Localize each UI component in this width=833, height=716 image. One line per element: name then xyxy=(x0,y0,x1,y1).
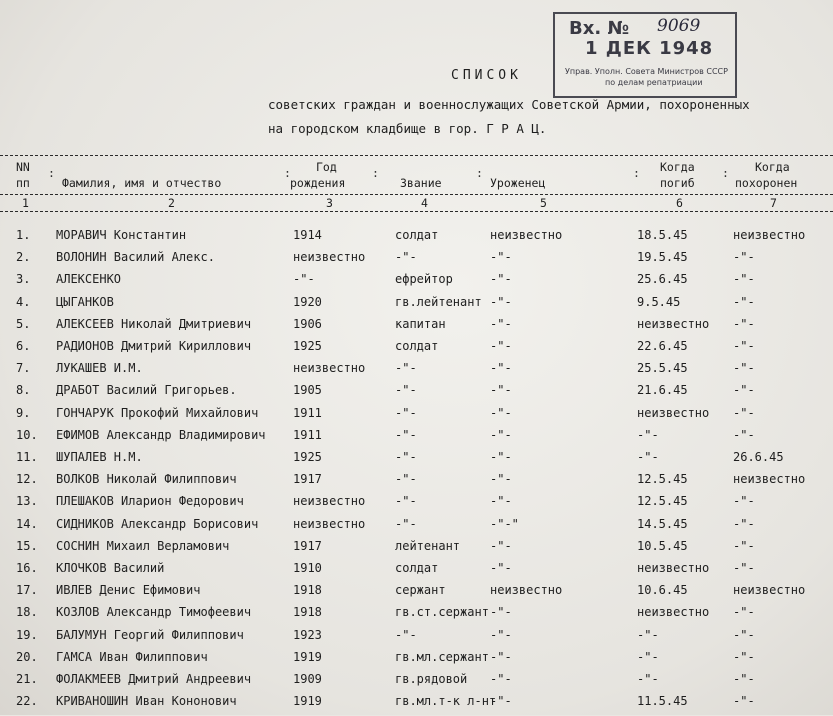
cell-rank: гв.мл.т-к л-нт xyxy=(395,694,497,709)
cell-died: 25.5.45 xyxy=(637,361,688,376)
cell-buried: -"- xyxy=(733,405,755,420)
cell-buried: 26.6.45 xyxy=(733,450,784,464)
cell-number: 21. xyxy=(16,672,38,686)
cell-birth-year: 1923 xyxy=(293,627,322,642)
cell-name: ШУПАЛЕВ Н.М. xyxy=(56,450,143,464)
cell-number: 3. xyxy=(16,272,31,287)
cell-died: -"- xyxy=(637,427,659,442)
table-row xyxy=(0,628,833,650)
cell-origin: -"- xyxy=(490,450,512,464)
cell-rank: капитан xyxy=(395,316,446,331)
cell-died: 19.5.45 xyxy=(637,250,688,265)
cell-number: 18. xyxy=(16,605,38,620)
header-year-line2: рождения xyxy=(290,176,346,190)
column-number: 5 xyxy=(540,196,547,210)
cell-origin: -"- xyxy=(490,561,512,575)
column-number: 2 xyxy=(168,196,175,210)
cell-origin: -"- xyxy=(490,694,512,709)
header-rank: Звание xyxy=(400,176,442,190)
header-year-line1: Год xyxy=(316,160,337,174)
stamp-org-line2: по делам репатриации xyxy=(605,78,703,87)
cell-birth-year: 1917 xyxy=(293,472,322,487)
cell-name: ГОНЧАРУК Прокофий Михайлович xyxy=(56,405,259,420)
cell-rank: -"- xyxy=(395,494,417,509)
cell-origin: неизвестно xyxy=(490,228,563,242)
stamp-date: 1 ДЕК 1948 xyxy=(585,38,714,59)
cell-buried: -"- xyxy=(733,516,755,531)
cell-birth-year: 1919 xyxy=(293,649,322,664)
cell-name: КОЗЛОВ Александр Тимофеевич xyxy=(56,605,252,620)
cell-name: ГАМСА Иван Филиппович xyxy=(56,649,208,664)
cell-name: ВОЛОНИН Василий Алекс. xyxy=(56,250,215,265)
cell-origin: -"- xyxy=(490,294,512,309)
cell-origin: -"- xyxy=(490,472,512,487)
header-name: Фамилия, имя и отчество xyxy=(62,176,222,190)
cell-rank: солдат xyxy=(395,228,439,242)
cell-rank: ефрейтор xyxy=(395,272,453,287)
header-num-line2: пп xyxy=(16,176,30,190)
cell-birth-year: 1917 xyxy=(293,538,322,553)
table-row xyxy=(0,472,833,494)
table-row xyxy=(0,361,833,383)
header-separator: : xyxy=(722,166,729,180)
cell-died: 25.6.45 xyxy=(637,272,688,287)
header-separator: : xyxy=(476,166,483,180)
cell-rank: -"- xyxy=(395,427,417,442)
cell-name: СИДНИКОВ Александр Борисович xyxy=(56,516,259,531)
cell-origin: -"- xyxy=(490,427,512,442)
cell-died: 14.5.45 xyxy=(637,516,688,531)
cell-died: 21.6.45 xyxy=(637,383,688,398)
cell-origin: -"- xyxy=(490,605,512,620)
cell-origin: -"- xyxy=(490,672,512,686)
cell-buried: -"- xyxy=(733,316,755,331)
cell-name: КЛОЧКОВ Василий xyxy=(56,561,165,575)
cell-number: 8. xyxy=(16,383,31,398)
cell-buried: -"- xyxy=(733,627,755,642)
cell-buried: неизвестно xyxy=(733,228,806,242)
cell-rank: -"- xyxy=(395,250,417,265)
cell-birth-year: неизвестно xyxy=(293,516,366,531)
document-title: СПИСОК xyxy=(451,68,522,83)
cell-rank: сержант xyxy=(395,583,446,598)
table-row xyxy=(0,605,833,627)
cell-origin: -"- xyxy=(490,405,512,420)
cell-name: КРИВАНОШИН Иван Кононович xyxy=(56,694,237,709)
cell-birth-year: 1910 xyxy=(293,561,322,575)
cell-birth-year: 1925 xyxy=(293,450,322,464)
cell-rank: гв.рядовой xyxy=(395,672,468,686)
cell-birth-year: 1918 xyxy=(293,605,322,620)
cell-rank: солдат xyxy=(395,561,439,575)
header-rule xyxy=(0,194,833,195)
cell-died: 18.5.45 xyxy=(637,228,688,242)
cell-birth-year: 1911 xyxy=(293,405,322,420)
cell-name: ФОЛАКМЕЕВ Дмитрий Андреевич xyxy=(56,672,252,686)
registration-stamp xyxy=(553,12,737,98)
cell-rank: -"- xyxy=(395,383,417,398)
cell-birth-year: неизвестно xyxy=(293,494,366,509)
table-row xyxy=(0,583,833,605)
cell-died: 10.6.45 xyxy=(637,583,688,598)
table-row xyxy=(0,317,833,339)
cell-birth-year: -"- xyxy=(293,272,315,287)
cell-died: неизвестно xyxy=(637,605,710,620)
cell-number: 11. xyxy=(16,450,38,464)
cell-name: ЦЫГАНКОВ xyxy=(56,294,114,309)
table-row xyxy=(0,383,833,405)
cell-buried: -"- xyxy=(733,250,755,265)
cell-origin: -"- xyxy=(490,383,512,398)
cell-origin: -"- xyxy=(490,339,512,353)
cell-birth-year: 1906 xyxy=(293,316,322,331)
column-number: 7 xyxy=(770,196,777,210)
cell-buried: -"- xyxy=(733,294,755,309)
cell-number: 9. xyxy=(16,405,31,420)
header-separator: : xyxy=(372,166,379,180)
cell-name: СОСНИН Михаил Верламович xyxy=(56,538,230,553)
column-number: 6 xyxy=(676,196,683,210)
cell-birth-year: 1920 xyxy=(293,294,322,309)
cell-buried: -"- xyxy=(733,339,755,353)
cell-rank: гв.лейтенант xyxy=(395,294,482,309)
cell-rank: -"- xyxy=(395,405,417,420)
cell-birth-year: 1918 xyxy=(293,583,322,598)
cell-name: ЕФИМОВ Александр Владимирович xyxy=(56,427,266,442)
cell-died: 9.5.45 xyxy=(637,294,681,309)
cell-rank: -"- xyxy=(395,516,417,531)
cell-origin: неизвестно xyxy=(490,583,563,598)
cell-rank: -"- xyxy=(395,361,417,376)
cell-buried: -"- xyxy=(733,361,755,376)
cell-number: 6. xyxy=(16,339,31,353)
cell-origin: -"- xyxy=(490,649,512,664)
cell-origin: -"- xyxy=(490,627,512,642)
cell-origin: -"- xyxy=(490,538,512,553)
cell-buried: -"- xyxy=(733,649,755,664)
cell-died: -"- xyxy=(637,627,659,642)
table-row xyxy=(0,428,833,450)
cell-name: ПЛЕШАКОВ Иларион Федорович xyxy=(56,494,244,509)
cell-rank: гв.мл.сержант xyxy=(395,649,489,664)
cell-origin: -"-" xyxy=(490,516,519,531)
stamp-org-line1: Управ. Уполн. Совета Министров СССР xyxy=(565,67,728,76)
header-separator: : xyxy=(633,166,640,180)
cell-number: 7. xyxy=(16,361,31,376)
cell-rank: лейтенант xyxy=(395,538,461,553)
cell-buried: -"- xyxy=(733,538,755,553)
cell-name: АЛЕКСЕНКО xyxy=(56,272,122,287)
cell-origin: -"- xyxy=(490,316,512,331)
cell-number: 14. xyxy=(16,516,38,531)
cell-rank: -"- xyxy=(395,472,417,487)
cell-birth-year: 1905 xyxy=(293,383,322,398)
column-number: 3 xyxy=(326,196,333,210)
header-separator: : xyxy=(48,166,55,180)
cell-name: БАЛУМУН Георгий Филиппович xyxy=(56,627,244,642)
cell-died: неизвестно xyxy=(637,405,710,420)
cell-number: 4. xyxy=(16,294,31,309)
cell-died: -"- xyxy=(637,672,659,686)
header-buried-line2: похоронен xyxy=(735,176,798,190)
table-row xyxy=(0,406,833,428)
table-row xyxy=(0,295,833,317)
table-row xyxy=(0,517,833,539)
stamp-incoming-number: 9069 xyxy=(657,16,701,36)
cell-died: 12.5.45 xyxy=(637,494,688,509)
cell-origin: -"- xyxy=(490,494,512,509)
cell-number: 1. xyxy=(16,228,31,242)
header-died-line2: погиб xyxy=(660,176,695,190)
cell-died: -"- xyxy=(637,450,659,464)
cell-buried: -"- xyxy=(733,605,755,620)
cell-died: 10.5.45 xyxy=(637,538,688,553)
table-row xyxy=(0,272,833,294)
table-row xyxy=(0,650,833,672)
document-subtitle-line1: советских граждан и военнослужащих Советской Армии, похороненных xyxy=(268,97,750,112)
cell-buried: -"- xyxy=(733,383,755,398)
cell-rank: -"- xyxy=(395,627,417,642)
cell-birth-year: 1919 xyxy=(293,694,322,709)
cell-died: 22.6.45 xyxy=(637,339,688,353)
cell-buried: -"- xyxy=(733,672,755,686)
cell-name: РАДИОНОВ Дмитрий Кириллович xyxy=(56,339,252,353)
header-buried-line1: Когда xyxy=(755,160,790,174)
header-num-line1: NN xyxy=(16,160,30,174)
cell-number: 19. xyxy=(16,627,38,642)
cell-birth-year: неизвестно xyxy=(293,361,366,376)
cell-number: 22. xyxy=(16,694,38,709)
cell-name: ИВЛЕВ Денис Ефимович xyxy=(56,583,201,598)
header-origin: Уроженец xyxy=(490,176,546,190)
cell-number: 20. xyxy=(16,649,38,664)
cell-buried: -"- xyxy=(733,427,755,442)
header-died-line1: Когда xyxy=(660,160,695,174)
cell-buried: -"- xyxy=(733,494,755,509)
cell-name: ЛУКАШЕВ И.М. xyxy=(56,361,143,376)
cell-origin: -"- xyxy=(490,250,512,265)
cell-buried: -"- xyxy=(733,561,755,575)
cell-rank: -"- xyxy=(395,450,417,464)
cell-died: неизвестно xyxy=(637,316,710,331)
cell-number: 13. xyxy=(16,494,38,509)
table-row xyxy=(0,339,833,361)
cell-buried: неизвестно xyxy=(733,472,806,487)
table-row xyxy=(0,539,833,561)
table-row xyxy=(0,228,833,250)
cell-origin: -"- xyxy=(490,361,512,376)
cell-number: 5. xyxy=(16,316,31,331)
cell-buried: -"- xyxy=(733,694,755,709)
cell-name: ВОЛКОВ Николай Филиппович xyxy=(56,472,237,487)
column-number: 4 xyxy=(421,196,428,210)
table-row xyxy=(0,250,833,272)
cell-birth-year: 1914 xyxy=(293,228,322,242)
table-row xyxy=(0,450,833,472)
cell-died: 11.5.45 xyxy=(637,694,688,709)
document-subtitle-line2: на городском кладбище в гор. Г Р А Ц. xyxy=(268,121,547,136)
cell-birth-year: неизвестно xyxy=(293,250,366,265)
cell-name: ДРАБОТ Василий Григорьев. xyxy=(56,383,237,398)
table-row xyxy=(0,494,833,516)
table-top-rule xyxy=(0,155,833,156)
cell-died: 12.5.45 xyxy=(637,472,688,487)
cell-birth-year: 1909 xyxy=(293,672,322,686)
cell-name: АЛЕКСЕЕВ Николай Дмитриевич xyxy=(56,316,252,331)
cell-died: неизвестно xyxy=(637,561,710,575)
column-number: 1 xyxy=(22,196,29,210)
cell-birth-year: 1911 xyxy=(293,427,322,442)
cell-buried: -"- xyxy=(733,272,755,287)
cell-rank: гв.ст.сержант xyxy=(395,605,489,620)
table-row xyxy=(0,561,833,583)
cell-birth-year: 1925 xyxy=(293,339,322,353)
cell-died: -"- xyxy=(637,649,659,664)
cell-number: 2. xyxy=(16,250,31,265)
cell-name: МОРАВИЧ Константин xyxy=(56,228,187,242)
header-separator: : xyxy=(284,166,291,180)
cell-buried: неизвестно xyxy=(733,583,806,598)
stamp-incoming-label: Вх. № xyxy=(569,18,630,39)
cell-number: 12. xyxy=(16,472,38,487)
column-number-rule xyxy=(0,211,833,212)
cell-rank: солдат xyxy=(395,339,439,353)
cell-number: 17. xyxy=(16,583,38,598)
table-row xyxy=(0,672,833,694)
cell-number: 10. xyxy=(16,427,38,442)
table-row xyxy=(0,694,833,716)
cell-number: 15. xyxy=(16,538,38,553)
cell-number: 16. xyxy=(16,561,38,575)
cell-origin: -"- xyxy=(490,272,512,287)
